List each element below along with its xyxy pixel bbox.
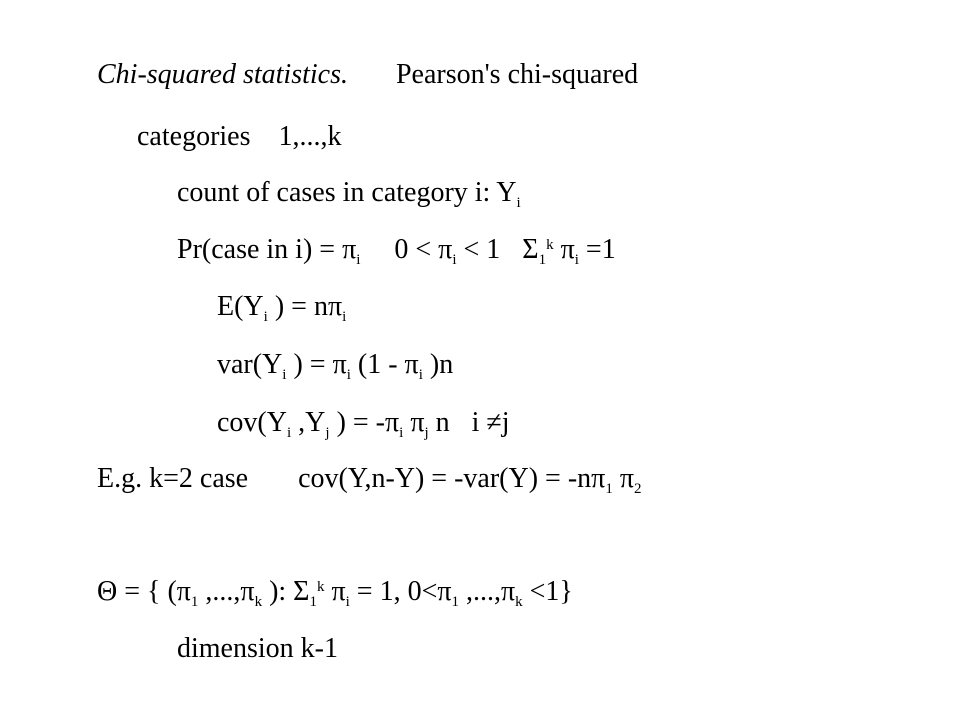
cov-part-5: n — [428, 407, 450, 438]
prob-sub-2: i — [452, 252, 457, 268]
theta-sum-lower: 1 — [309, 594, 317, 610]
theta-part-1: Θ = { (π — [97, 576, 191, 607]
theta-part-6: ,...,π — [459, 576, 516, 607]
prob-sub-1: i — [356, 252, 361, 268]
var-part-3: (1 - π — [350, 349, 419, 380]
theta-sub-2: k — [254, 594, 263, 610]
variance-line — [217, 348, 453, 382]
cov-condition: i ≠j — [471, 407, 510, 438]
cov-sub-3: i — [399, 425, 404, 441]
var-sub-2: i — [346, 367, 351, 383]
prob-part-3: < 1 — [456, 234, 501, 265]
theta-sum-upper: k — [316, 579, 325, 595]
theta-sub-1: 1 — [190, 594, 199, 610]
covariance-line — [217, 406, 510, 440]
dimension-line — [177, 632, 338, 666]
cov-sub-2: j — [325, 425, 330, 441]
dimension-text: dimension k-1 — [177, 633, 338, 664]
section-heading: Chi-squared statistics. — [97, 59, 348, 90]
title-line — [97, 58, 638, 92]
exp-part-2: ) = nπ — [267, 291, 343, 322]
cov-sub-4: j — [424, 425, 429, 441]
exp-sub-1: i — [263, 309, 268, 325]
prob-part-1: Pr(case in i) = π — [177, 234, 357, 265]
section-subheading: Pearson's chi-squared — [395, 59, 639, 90]
count-subscript: i — [516, 195, 521, 211]
cov-part-4: π — [403, 407, 425, 438]
example-sub-2: 1 — [605, 481, 613, 497]
probability-line — [177, 233, 616, 267]
var-part-4: )n — [422, 349, 454, 380]
prob-part-2: 0 < π — [394, 234, 453, 265]
prob-sub-5: i — [574, 252, 579, 268]
theta-sub-4: i — [345, 594, 350, 610]
exp-part-1: E(Y — [217, 291, 264, 322]
example-part-2: cov(Y,n-Y) = -var(Y) = -nπ — [298, 463, 606, 494]
cov-part-2: ,Y — [291, 407, 326, 438]
example-part-3: π — [612, 463, 634, 494]
var-sub-3: i — [418, 367, 423, 383]
count-line — [177, 176, 521, 210]
theta-sub-6: k — [515, 594, 523, 610]
prob-sum-symbol: Σ — [522, 234, 539, 265]
theta-part-7: <1} — [522, 576, 573, 607]
theta-part-5: = 1, 0<π — [349, 576, 452, 607]
categories-label: categories — [137, 121, 251, 152]
var-part-2: ) = π — [286, 349, 347, 380]
prob-part-5: π — [553, 234, 575, 265]
cov-sub-1: i — [286, 425, 292, 441]
theta-part-4: π — [324, 576, 346, 607]
example-line — [97, 462, 641, 496]
prob-part-6: =1 — [578, 234, 616, 265]
example-label: E.g. k=2 case — [97, 463, 249, 494]
cov-part-3: ) = -π — [329, 407, 400, 438]
count-text: count of cases in category i: Y — [177, 177, 517, 208]
parameter-space-line — [97, 575, 573, 609]
categories-range: 1,...,k — [278, 121, 342, 152]
example-sub-3: 2 — [633, 481, 642, 497]
theta-part-2: ,...,π — [198, 576, 255, 607]
categories-line — [137, 120, 342, 154]
expectation-line — [217, 290, 346, 324]
var-part-1: var(Y — [217, 349, 283, 380]
prob-sum-lower: 1 — [538, 252, 547, 268]
cov-part-1: cov(Y — [217, 407, 287, 438]
theta-part-3: ): Σ — [262, 576, 310, 607]
theta-sub-5: 1 — [451, 594, 459, 610]
prob-sum-upper: k — [546, 237, 554, 253]
exp-sub-2: i — [342, 309, 347, 325]
var-sub-1: i — [282, 367, 287, 383]
